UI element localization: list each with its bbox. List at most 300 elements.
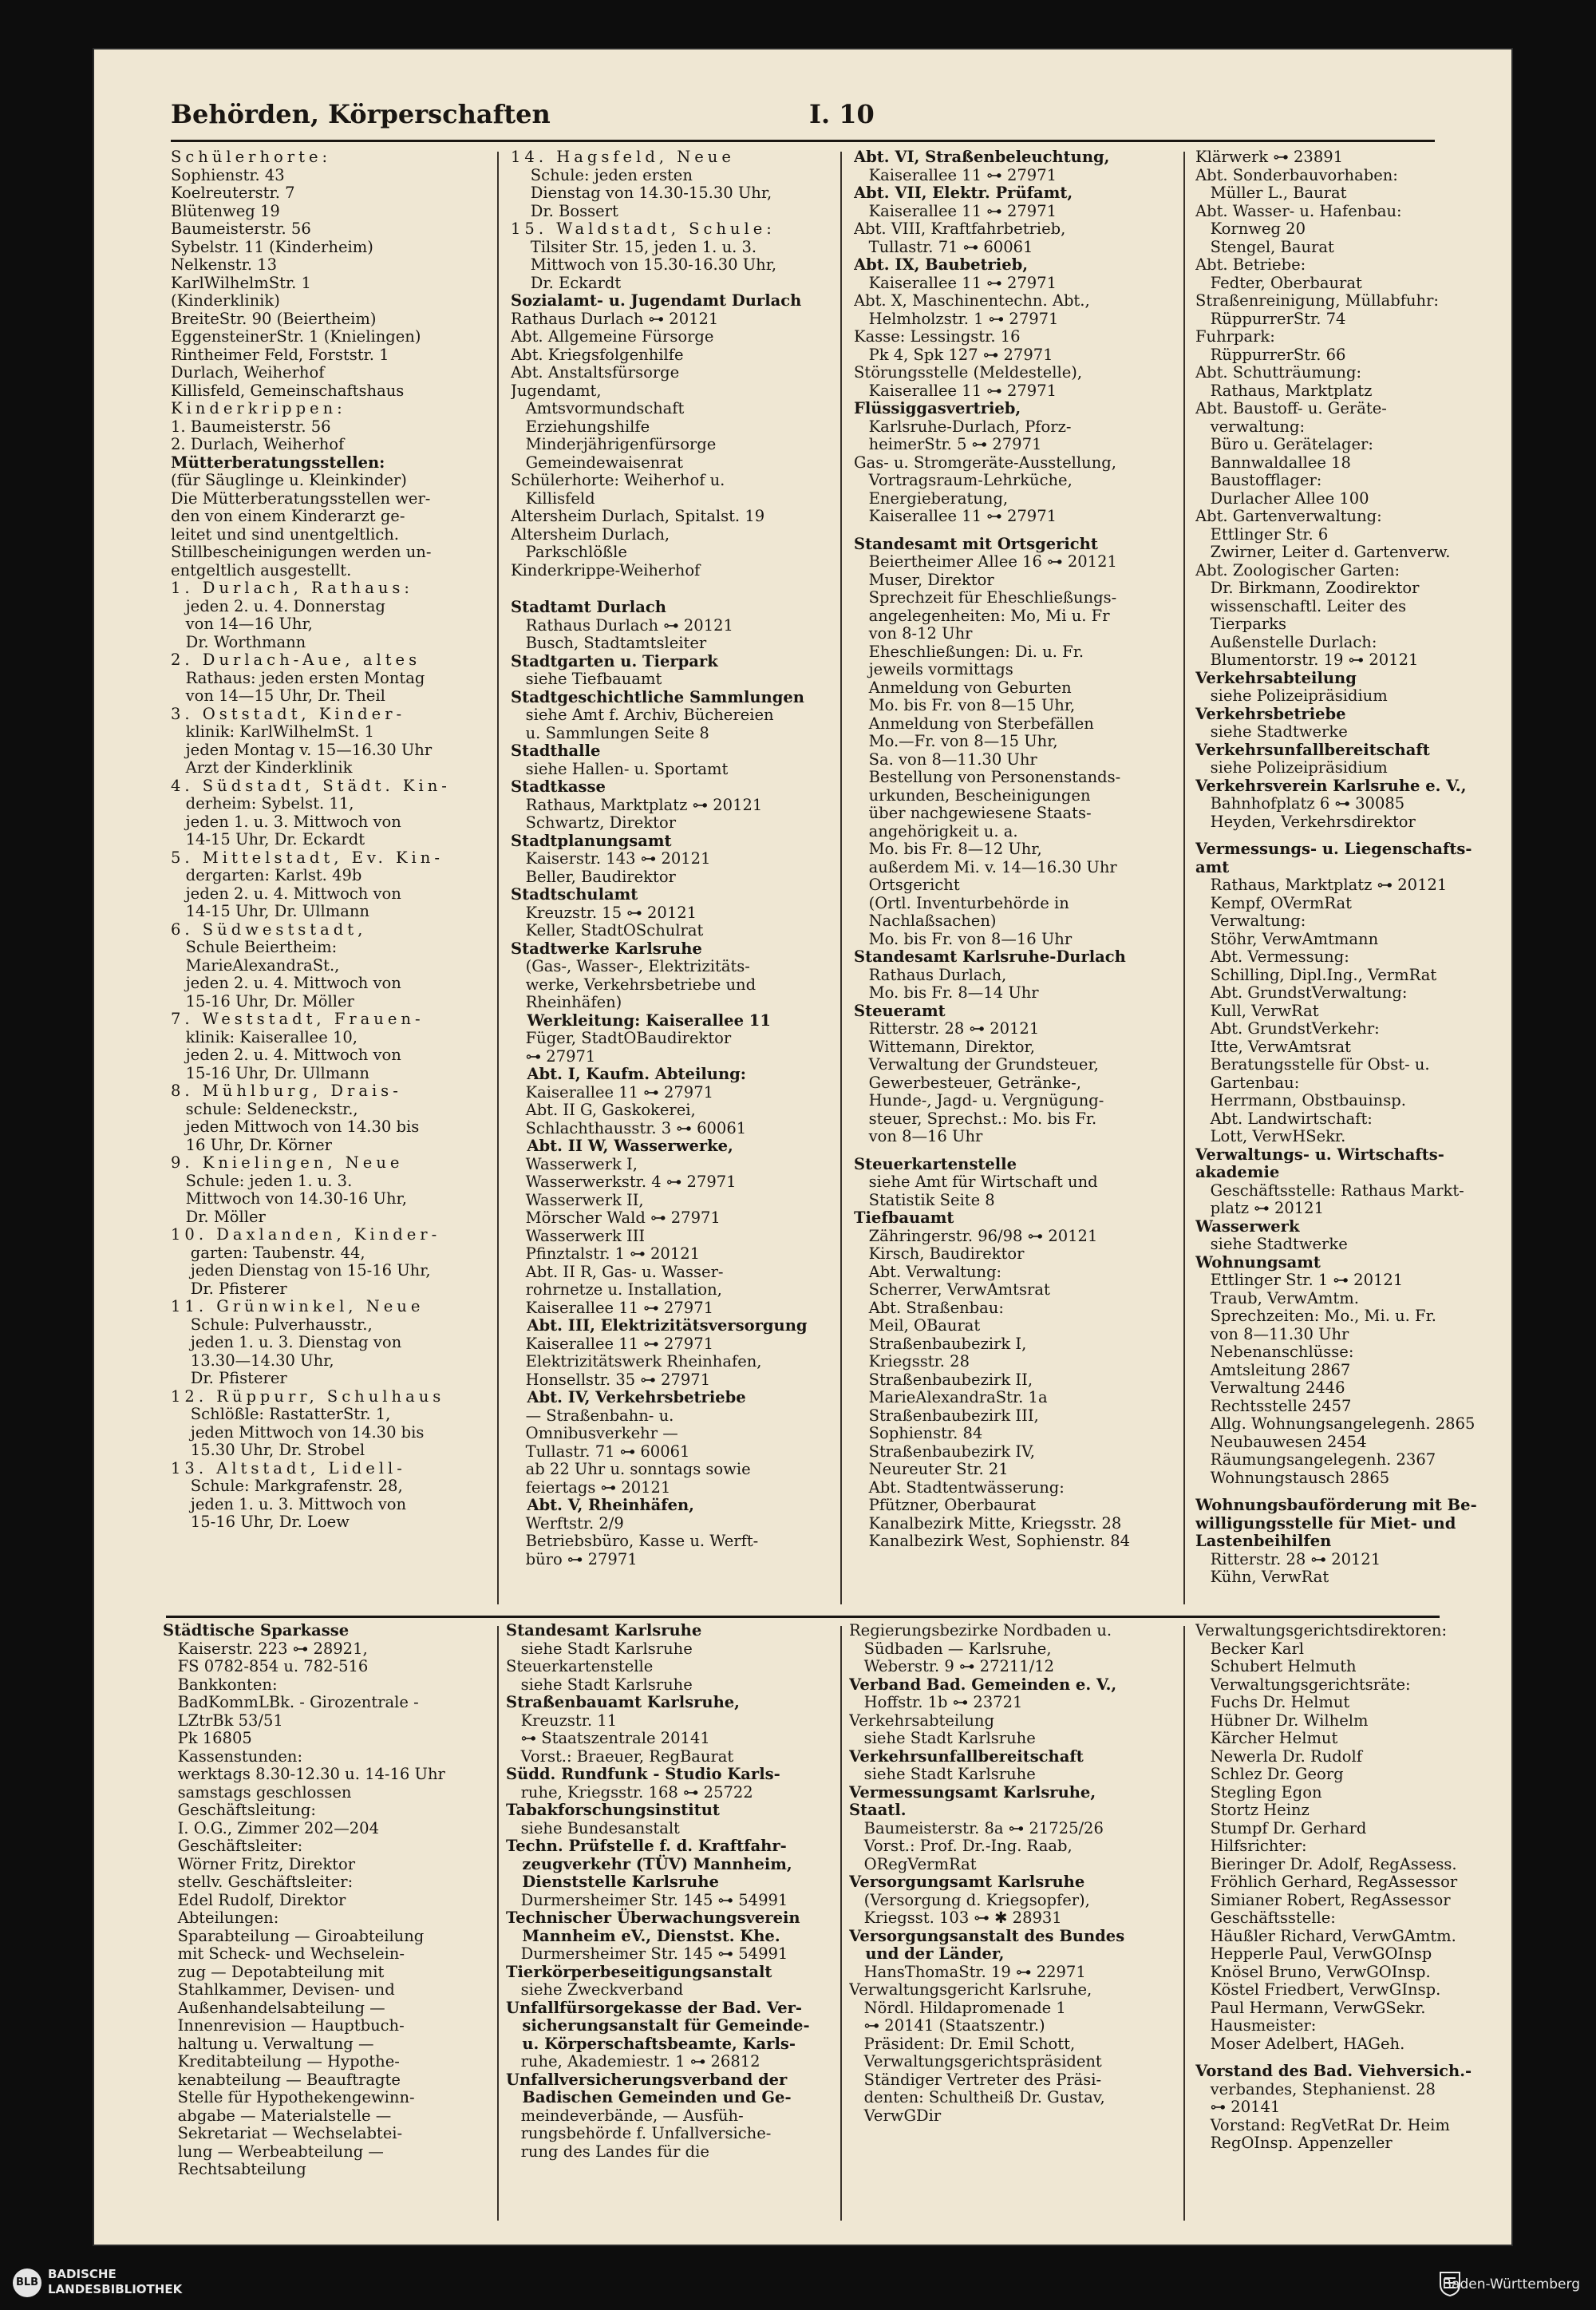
entry-line: Abt. GrundstVerwaltung:	[1195, 983, 1408, 1002]
entry-line: Durlach, Weiherhof	[171, 363, 325, 382]
entry-line: (Gas-, Wasser-, Elektrizitäts-	[511, 957, 750, 975]
entry-heading: Tierkörperbeseitigungsanstalt	[506, 1962, 772, 1981]
entry-heading: Abt. II W, Wasserwerke,	[511, 1137, 733, 1155]
entry-line: Baustofflager:	[1195, 471, 1322, 489]
entry-line: Bankkonten:	[163, 1675, 278, 1694]
entry-line: platz ⊶ 20121	[1195, 1199, 1324, 1217]
entry-line: Vorstand: RegVetRat Dr. Heim	[1195, 2115, 1450, 2134]
entry-line: Tullastr. 71 ⊶ 60061	[854, 237, 1033, 256]
entry-line: (Kinderklinik)	[171, 291, 280, 310]
entry-line: Allg. Wohnungsangelegenh. 2865	[1195, 1414, 1476, 1433]
entry-line: Durmersheimer Str. 145 ⊶ 54991	[506, 1890, 788, 1909]
entry-line: Hübner Dr. Wilhelm	[1195, 1711, 1369, 1730]
entry-line: Rechtsabteilung	[163, 2160, 306, 2178]
entry-heading: Stadtschulamt	[511, 885, 638, 904]
entry-line: Moser Adelbert, HAGeh.	[1195, 2034, 1405, 2053]
entry-line: Abt. Kriegsfolgenhilfe	[511, 345, 684, 364]
entry-line: Zähringerstr. 96/98 ⊶ 20121	[854, 1226, 1098, 1245]
entry-line: angehörigkeit u. a.	[854, 821, 1018, 841]
entry-line: Kaiserallee 11 ⊶ 27971	[854, 201, 1057, 220]
entry-line: jeden Dienstag von 15-16 Uhr,	[171, 1261, 431, 1280]
entry-line: Rathaus Durlach ⊶ 20121	[511, 615, 733, 635]
entry-line: Störungsstelle (Meldestelle),	[854, 363, 1083, 382]
entry-line: Sparabteilung — Giroabteilung	[163, 1926, 425, 1945]
entry-line: Killisfeld, Gemeinschaftshaus	[171, 381, 405, 400]
entry-line: Verkehrsabteilung	[849, 1711, 994, 1730]
entry-line: siehe Polizeipräsidium	[1195, 686, 1388, 705]
entry-line: Abt. X, Maschinentechn. Abt.,	[854, 291, 1090, 310]
entry-heading: Abt. IX, Baubetrieb,	[854, 255, 1029, 274]
entry-line: Fuhrpark:	[1195, 327, 1275, 346]
library-logo: BLB	[13, 2268, 41, 2297]
entry-heading: Unfallversicherungsverband der	[506, 2070, 788, 2089]
entry-line: BreiteStr. 90 (Beiertheim)	[171, 309, 377, 328]
entry-line: Füger, StadtOBaudirektor	[511, 1029, 732, 1047]
entry-line: Außenstelle Durlach:	[1195, 632, 1377, 651]
entry-line: siehe Stadt Karlsruhe	[849, 1765, 1036, 1783]
entry-line: jeden Mittwoch von 14.30 bis	[171, 1422, 425, 1442]
entry-line: Schülerhorte: Weiherhof u.	[511, 471, 725, 489]
entry-line: Straßenreinigung, Müllabfuhr:	[1195, 291, 1439, 310]
entry-line: 6. Südweststadt,	[171, 920, 367, 939]
entry-line: jeden Montag v. 15—16.30 Uhr	[171, 740, 433, 759]
entry-line: RegOInsp. Appenzeller	[1195, 2134, 1393, 2152]
entry-line: 15-16 Uhr, Dr. Ullmann	[171, 1063, 369, 1082]
entry-line: Kornweg 20	[1195, 220, 1306, 238]
entry-line: Kriegsst. 103 ⊶ ✱ 28931	[849, 1909, 1062, 1927]
entry-heading: Südd. Rundfunk - Studio Karls-	[506, 1765, 780, 1783]
entry-line: rung des Landes für die	[506, 2142, 709, 2161]
entry-line: 15-16 Uhr, Dr. Möller	[171, 991, 354, 1011]
entry-line: Hilfsrichter:	[1195, 1837, 1307, 1855]
entry-line: Sekretariat — Wechselabtei-	[163, 2124, 403, 2142]
entry-line: jeden 1. u. 3. Dienstag von	[171, 1333, 402, 1351]
entry-heading: akademie	[1195, 1163, 1280, 1181]
entry-line: Verwaltung 2446	[1195, 1378, 1345, 1397]
entry-line: Durlacher Allee 100	[1195, 489, 1369, 508]
entry-line: Büro u. Gerätelager:	[1195, 435, 1373, 453]
entry-line: dergarten: Karlst. 49b	[171, 866, 362, 884]
entry-line: Anmeldung von Geburten	[854, 678, 1072, 697]
entry-heading: amt	[1195, 857, 1230, 876]
text-column-7	[849, 1622, 1178, 2217]
entry-line: siehe Zweckverband	[506, 1980, 684, 1999]
entry-heading: Sozialamt- u. Jugendamt Durlach	[511, 291, 802, 310]
entry-line: Kaiserallee 11 ⊶ 27971	[854, 381, 1057, 400]
entry-line: Hunde-, Jagd- u. Vergnügung-	[854, 1091, 1104, 1110]
entry-line: Kaiserallee 11 ⊶ 27971	[854, 507, 1057, 525]
entry-line: Statistik Seite 8	[854, 1190, 995, 1209]
entry-heading: Werkleitung: Kaiserallee 11	[511, 1011, 771, 1030]
entry-line: Kinderkrippe-Weiherhof	[511, 560, 701, 579]
entry-line: wissenschaftl. Leiter des	[1195, 596, 1407, 615]
entry-line: Rathaus, Marktplatz ⊶ 20121	[1195, 876, 1448, 894]
entry-line: jeden Mittwoch von 14.30 bis	[171, 1117, 420, 1136]
column-divider	[1183, 152, 1185, 1604]
entry-line: Honsellstr. 35 ⊶ 27971	[511, 1370, 711, 1389]
entry-heading: Abt. IV, Verkehrsbetriebe	[511, 1388, 746, 1406]
entry-heading: zeugverkehr (TÜV) Mannheim,	[506, 1854, 792, 1873]
entry-line: 14-15 Uhr, Dr. Ullmann	[171, 902, 369, 920]
entry-line: Abt. VIII, Kraftfahrbetrieb,	[854, 220, 1066, 238]
entry-line: Wohnungstausch 2865	[1195, 1468, 1390, 1487]
entry-line: Stortz Heinz	[1195, 1801, 1310, 1819]
entry-line: klinik: KarlWilhelmSt. 1	[171, 722, 375, 741]
entry-heading: Abt. VI, Straßenbeleuchtung,	[854, 148, 1110, 166]
entry-heading: Techn. Prüfstelle f. d. Kraftfahr-	[506, 1837, 787, 1855]
entry-line: Hoffstr. 1b ⊶ 23721	[849, 1693, 1023, 1711]
entry-line: Beratungsstelle für Obst- u.	[1195, 1055, 1430, 1074]
entry-line: Straßenbaubezirk III,	[854, 1406, 1039, 1425]
entry-line: Kaiserallee 11 ⊶ 27971	[854, 165, 1057, 184]
entry-line: ⊶ 20141 (Staatszentr.)	[849, 2016, 1045, 2035]
entry-line: Dr. Eckardt	[511, 273, 622, 292]
entry-line: Schubert Helmuth	[1195, 1657, 1357, 1675]
entry-line: Tullastr. 71 ⊶ 60061	[511, 1442, 690, 1461]
library-name	[48, 2267, 182, 2297]
entry-line: I. O.G., Zimmer 202—204	[163, 1818, 379, 1837]
entry-line: KarlWilhelmStr. 1	[171, 273, 311, 292]
entry-line: 14. Hagsfeld, Neue	[511, 148, 735, 166]
entry-line: Abteilungen:	[163, 1909, 279, 1927]
entry-line: RüppurrerStr. 74	[1195, 309, 1346, 328]
entry-line: Becker Karl	[1195, 1639, 1305, 1658]
entry-line: Abt. Betriebe:	[1195, 255, 1306, 274]
entry-line: ab 22 Uhr u. sonntags sowie	[511, 1460, 751, 1478]
entry-line: Mittwoch von 15.30-16.30 Uhr,	[511, 255, 777, 274]
entry-line: siehe Amt f. Archiv, Büchereien	[511, 706, 774, 724]
entry-line: haltung u. Verwaltung —	[163, 2034, 374, 2053]
entry-heading: Lastenbeihilfen	[1195, 1532, 1332, 1550]
entry-line: leitet und sind unentgeltlich.	[171, 524, 400, 544]
entry-heading: Verkehrsunfallbereitschaft	[849, 1746, 1084, 1766]
entry-heading: Städtische Sparkasse	[163, 1622, 350, 1640]
entry-line: Fuchs Dr. Helmut	[1195, 1693, 1350, 1711]
entry-line: zug — Depotabteilung mit	[163, 1962, 385, 1981]
entry-line: Pfützner, Oberbaurat	[854, 1496, 1037, 1514]
entry-line: Hepperle Paul, VerwGOInsp	[1195, 1944, 1432, 1963]
entry-line: MarieAlexandraSt.,	[171, 955, 340, 975]
entry-line: Präsident: Dr. Emil Schott,	[849, 2034, 1076, 2053]
entry-heading: Unfallfürsorgekasse der Bad. Ver-	[506, 1998, 803, 2017]
entry-line: Lott, VerwHSekr.	[1195, 1127, 1346, 1145]
entry-line: VerwGDir	[849, 2106, 942, 2125]
entry-heading: Wohnungsbauförderung mit Be-	[1195, 1496, 1477, 1514]
entry-heading: willigungsstelle für Miet- und	[1195, 1513, 1456, 1533]
entry-line: Abt. Anstaltsfürsorge	[511, 363, 680, 382]
text-column-8	[1195, 1622, 1508, 2217]
entry-line: siehe Stadt Karlsruhe	[506, 1639, 693, 1658]
entry-line: (Versorgung d. Kriegsopfer),	[849, 1890, 1090, 1909]
entry-line: Vortragsraum-Lehrküche,	[854, 471, 1073, 489]
column-divider	[840, 152, 842, 1604]
entry-line: verbandes, Stephanienst. 28	[1195, 2079, 1436, 2098]
entry-line: Abt. Verwaltung:	[854, 1262, 1002, 1281]
entry-line: Karlsruhe-Durlach, Pforz-	[854, 417, 1072, 436]
entry-line: stellv. Geschäftsleiter:	[163, 1873, 354, 1891]
entry-line: Schilling, Dipl.Ing., VermRat	[1195, 965, 1437, 984]
entry-heading: Tiefbauamt	[854, 1208, 954, 1227]
entry-line: Sophienstr. 84	[854, 1424, 983, 1442]
entry-line: Nachlaßsachen)	[854, 912, 997, 930]
entry-line: Vorst.: Braeuer, RegBaurat	[506, 1746, 734, 1766]
entry-line: Kärcher Helmut	[1195, 1729, 1338, 1747]
entry-line: Kirsch, Baudirektor	[854, 1244, 1025, 1263]
entry-line: Itte, VerwAmtsrat	[1195, 1037, 1351, 1056]
entry-line: Verwaltungsgerichtsräte:	[1195, 1675, 1411, 1694]
entry-line: 1. Durlach, Rathaus:	[171, 579, 413, 597]
entry-line: samstags geschlossen	[163, 1782, 352, 1802]
entry-line: Nördl. Hildapromenade 1	[849, 1998, 1066, 2017]
entry-line: 13. Altstadt, Lidell-	[171, 1458, 406, 1477]
entry-line: jeden 1. u. 3. Mittwoch von	[171, 1494, 407, 1513]
entry-line: Stahlkammer, Devisen- und	[163, 1980, 395, 1999]
entry-line: Schule: jeden 1. u. 3.	[171, 1171, 353, 1190]
entry-line: Wasserwerk II,	[511, 1190, 644, 1209]
entry-line: Abt. Schutträumung:	[1195, 363, 1362, 382]
entry-line: Schule Beiertheim:	[171, 938, 338, 956]
entry-line: Abt. Straßenbau:	[854, 1298, 1004, 1317]
entry-line: Simianer Robert, RegAssessor	[1195, 1890, 1451, 1909]
entry-heading: Wasserwerk	[1195, 1216, 1300, 1236]
entry-line: Beiertheimer Allee 16 ⊶ 20121	[854, 552, 1117, 571]
entry-heading: Wohnungsamt	[1195, 1252, 1321, 1272]
viewer-footer	[0, 2259, 1596, 2310]
entry-line: 2. Durlach, Weiherhof	[171, 435, 345, 453]
page-title: Behörden, Körperschaften	[171, 99, 551, 129]
entry-line: FS 0782-854 u. 782-516	[163, 1657, 369, 1675]
entry-line: Tierparks	[1195, 615, 1286, 633]
entry-line: jeweils vormittags	[854, 660, 1013, 678]
entry-line: feiertags ⊶ 20121	[511, 1477, 671, 1497]
entry-line: siehe Amt für Wirtschaft und	[854, 1173, 1098, 1191]
entry-line: Kanalbezirk Mitte, Kriegsstr. 28	[854, 1513, 1122, 1533]
header-rule	[171, 140, 1435, 142]
entry-heading: Verkehrsabteilung	[1195, 668, 1357, 687]
text-column-3	[854, 148, 1178, 1609]
spacer	[854, 1146, 1178, 1156]
entry-line: Ortsgericht	[854, 876, 960, 894]
entry-line: Abt. Sonderbauvorhaben:	[1195, 165, 1398, 184]
entry-line: Kempf, OVermRat	[1195, 893, 1352, 912]
entry-line: siehe Stadtwerke	[1195, 1235, 1348, 1253]
entry-line: Zwirner, Leiter d. Gartenverw.	[1195, 543, 1451, 561]
entry-line: siehe Polizeipräsidium	[1195, 758, 1388, 777]
entry-line: Kassenstunden:	[163, 1746, 303, 1766]
entry-line: 7. Weststadt, Frauen-	[171, 1010, 425, 1028]
entry-line: Abt. II R, Gas- u. Wasser-	[511, 1262, 724, 1281]
entry-line: Heyden, Verkehrsdirektor	[1195, 812, 1416, 831]
entry-line: schule: Seldeneckstr.,	[171, 1099, 358, 1118]
entry-line: Gartenbau:	[1195, 1073, 1300, 1092]
entry-line: Kinderkrippen:	[171, 399, 346, 417]
entry-heading: Stadthalle	[511, 742, 601, 760]
entry-line: Edel Rudolf, Direktor	[163, 1890, 346, 1909]
entry-line: Fröhlich Gerhard, RegAssessor	[1195, 1873, 1458, 1891]
entry-line: 3. Oststadt, Kinder-	[171, 704, 406, 723]
entry-line: Abt. Gartenverwaltung:	[1195, 507, 1382, 525]
entry-line: Kreuzstr. 11	[506, 1711, 618, 1730]
entry-line: Kaiserstr. 223 ⊶ 28921,	[163, 1639, 368, 1658]
entry-line: Straßenbaubezirk I,	[854, 1334, 1027, 1353]
entry-line: rohrnetze u. Installation,	[511, 1280, 722, 1299]
column-divider	[497, 152, 499, 1604]
entry-line: Sybelstr. 11 (Kinderheim)	[171, 237, 373, 256]
entry-heading: Stadtkasse	[511, 777, 606, 796]
entry-line: Schule: Pulverhausstr.,	[171, 1315, 373, 1334]
entry-line: Nelkenstr. 13	[171, 255, 277, 274]
entry-line: Hausmeister:	[1195, 2016, 1317, 2035]
entry-line: steuer, Sprechst.: Mo. bis Fr.	[854, 1109, 1097, 1128]
entry-line: Schule: Markgrafenstr. 28,	[171, 1477, 403, 1495]
entry-line: Scherrer, VerwAmtsrat	[854, 1280, 1050, 1299]
entry-line: Kanalbezirk West, Sophienstr. 84	[854, 1532, 1131, 1550]
entry-line: MarieAlexandraStr. 1a	[854, 1388, 1048, 1406]
entry-line: Schwartz, Direktor	[511, 813, 677, 832]
entry-line: Neubauwesen 2454	[1195, 1432, 1367, 1451]
entry-heading: Flüssiggasvertrieb,	[854, 399, 1021, 417]
entry-line: Dr. Worthmann	[171, 632, 306, 651]
entry-line: ⊶ 27971	[511, 1046, 596, 1066]
entry-line: Verwaltung der Grundsteuer,	[854, 1055, 1099, 1074]
entry-line: Klärwerk ⊶ 23891	[1195, 148, 1344, 166]
entry-line: Muser, Direktor	[854, 570, 994, 589]
entry-line: mit Scheck- und Wechselein-	[163, 1944, 405, 1963]
entry-line: Anmeldung von Sterbefällen	[854, 714, 1094, 733]
entry-line: Amtsleitung 2867	[1195, 1360, 1351, 1379]
entry-line: 11. Grünwinkel, Neue	[171, 1297, 425, 1315]
entry-line: Sprechzeiten: Mo., Mi. u. Fr.	[1195, 1307, 1436, 1325]
entry-line: Betriebsbüro, Kasse u. Werft-	[511, 1532, 759, 1550]
entry-line: Dienstag von 14.30-15.30 Uhr,	[511, 184, 772, 202]
entry-line: Rathaus: jeden ersten Montag	[171, 668, 425, 687]
entry-line: von 8—11.30 Uhr	[1195, 1324, 1349, 1343]
entry-line: Rechtsstelle 2457	[1195, 1396, 1352, 1415]
page-number: I. 10	[809, 99, 875, 129]
entry-line: Parkschlößle	[511, 543, 627, 561]
entry-heading: Stadtplanungsamt	[511, 831, 672, 850]
entry-heading: Abt. V, Rheinhäfen,	[511, 1496, 694, 1514]
entry-line: Busch, Stadtamtsleiter	[511, 634, 707, 652]
entry-line: rungsbehörde f. Unfallversiche-	[506, 2124, 772, 2142]
entry-line: Mörscher Wald ⊶ 27971	[511, 1208, 721, 1227]
entry-line: 4. Südstadt, Städt. Kin-	[171, 776, 451, 795]
entry-line: Bannwaldallee 18	[1195, 453, 1351, 472]
entry-line: lung — Werbeabteilung —	[163, 2142, 384, 2161]
entry-line: Neureuter Str. 21	[854, 1460, 1009, 1478]
entry-line: außerdem Mi. v. 14—16.30 Uhr	[854, 857, 1117, 876]
entry-heading: Abt. VII, Elektr. Prüfamt,	[854, 184, 1073, 202]
entry-line: Wasserwerk I,	[511, 1154, 638, 1173]
entry-line: Wittemann, Direktor,	[854, 1037, 1035, 1056]
entry-line: Rheinhäfen)	[511, 993, 622, 1011]
entry-line: Blütenweg 19	[171, 201, 280, 220]
library-name-line: BADISCHE	[48, 2267, 117, 2281]
entry-line: 1. Baumeisterstr. 56	[171, 417, 331, 436]
entry-line: ⊶ 20141	[1195, 2098, 1281, 2116]
entry-line: Geschäftsleitung:	[163, 1801, 316, 1819]
entry-heading: Mannheim eV., Dienstst. Khe.	[506, 1926, 780, 1945]
entry-line: Verwaltungsgerichtspräsident	[849, 2052, 1102, 2071]
entry-heading: Verwaltungs- u. Wirtschafts-	[1195, 1145, 1444, 1164]
entry-heading: Abt. I, Kaufm. Abteilung:	[511, 1065, 746, 1083]
entry-heading: Straßenbauamt Karlsruhe,	[506, 1693, 740, 1711]
entry-line: Kaiserallee 11 ⊶ 27971	[854, 273, 1057, 292]
entry-line: Blumentorstr. 19 ⊶ 20121	[1195, 651, 1419, 669]
entry-line: Vorst.: Prof. Dr.-Ing. Raab,	[849, 1837, 1073, 1855]
entry-line: von 8—16 Uhr	[854, 1127, 983, 1145]
entry-heading: Verband Bad. Gemeinden e. V.,	[849, 1675, 1117, 1694]
entry-heading: u. Körperschaftsbeamte, Karls-	[506, 2034, 796, 2053]
entry-line: Weberstr. 9 ⊶ 27211/12	[849, 1657, 1055, 1675]
entry-line: Beller, Baudirektor	[511, 867, 676, 886]
entry-line: Schlez Dr. Georg	[1195, 1765, 1344, 1783]
entry-line: 10. Daxlanden, Kinder-	[171, 1225, 441, 1244]
column-divider	[840, 1626, 842, 2221]
entry-line: Abt. Landwirtschaft:	[1195, 1109, 1373, 1128]
entry-line: Bieringer Dr. Adolf, RegAssess.	[1195, 1854, 1457, 1873]
entry-line: Baumeisterstr. 56	[171, 220, 311, 238]
entry-line: Killisfeld	[511, 489, 595, 508]
entry-line: Sophienstr. 43	[171, 165, 285, 184]
entry-line: Wasserwerk III	[511, 1226, 646, 1245]
entry-line: Außenhandelsabteilung —	[163, 1998, 385, 2017]
entry-line: Stegling Egon	[1195, 1782, 1322, 1802]
entry-line: Bestellung von Personenstands-	[854, 768, 1121, 786]
entry-line: Stengel, Baurat	[1195, 237, 1334, 256]
entry-heading: Stadtwerke Karlsruhe	[511, 939, 702, 958]
entry-line: Stöhr, VerwAmtmann	[1195, 929, 1379, 948]
entry-line: Mo. bis Fr. 8—12 Uhr,	[854, 840, 1042, 858]
text-column-4	[1195, 148, 1508, 1609]
entry-heading: Vorstand des Bad. Viehversich.-	[1195, 2062, 1472, 2080]
entry-line: 15-16 Uhr, Dr. Loew	[171, 1513, 350, 1531]
entry-line: Verwaltungsgericht Karlsruhe,	[849, 1980, 1092, 1999]
entry-line: Arzt der Kinderklinik	[171, 758, 353, 777]
entry-line: Jugendamt,	[511, 381, 602, 400]
entry-line: Erziehungshilfe	[511, 417, 650, 436]
entry-line: Altersheim Durlach, Spitalst. 19	[511, 507, 765, 525]
entry-line: (Ortl. Inventurbehörde in	[854, 893, 1069, 912]
entry-line: Räumungsangelegenh. 2367	[1195, 1450, 1436, 1469]
entry-line: jeden 2. u. 4. Mittwoch von	[171, 1046, 401, 1064]
entry-line: Stillbescheinigungen werden un-	[171, 543, 432, 561]
text-column-2	[511, 148, 835, 1609]
entry-line: Abt. Stadtentwässerung:	[854, 1477, 1065, 1497]
entry-line: Verwaltung:	[1195, 912, 1306, 930]
entry-line: Häußler Richard, VerwGAmtm.	[1195, 1926, 1456, 1945]
entry-line: Abt. II G, Gaskokerei,	[511, 1101, 696, 1119]
entry-line: Straßenbaubezirk IV,	[854, 1442, 1035, 1461]
text-column-5	[163, 1622, 492, 2217]
entry-line: Dr. Pfisterer	[171, 1279, 287, 1298]
state-name: Baden-Württemberg	[1442, 2276, 1580, 2292]
entry-heading: Vermessungsamt Karlsruhe,	[849, 1782, 1096, 1802]
entry-line: Abt. GrundstVerkehr:	[1195, 1019, 1380, 1038]
entry-heading: Badischen Gemeinden und Ge-	[506, 2088, 792, 2106]
entry-heading: Versorgungsamt Karlsruhe	[849, 1873, 1085, 1891]
entry-line: Mittwoch von 14.30-16 Uhr,	[171, 1189, 407, 1208]
entry-line: Kühn, VerwRat	[1195, 1568, 1329, 1586]
entry-line: Verwaltungsgerichtsdirektoren:	[1195, 1622, 1448, 1640]
entry-heading: Verkehrsverein Karlsruhe e. V.,	[1195, 776, 1467, 795]
entry-line: Die Mütterberatungsstellen wer-	[171, 489, 431, 508]
page-header	[171, 93, 1435, 142]
entry-line: angelegenheiten: Mo, Mi u. Fr	[854, 606, 1110, 625]
entry-line: derheim: Sybelst. 11,	[171, 794, 354, 813]
entry-line: Knösel Bruno, VerwGOInsp.	[1195, 1962, 1431, 1981]
entry-line: siehe Stadt Karlsruhe	[506, 1675, 693, 1694]
